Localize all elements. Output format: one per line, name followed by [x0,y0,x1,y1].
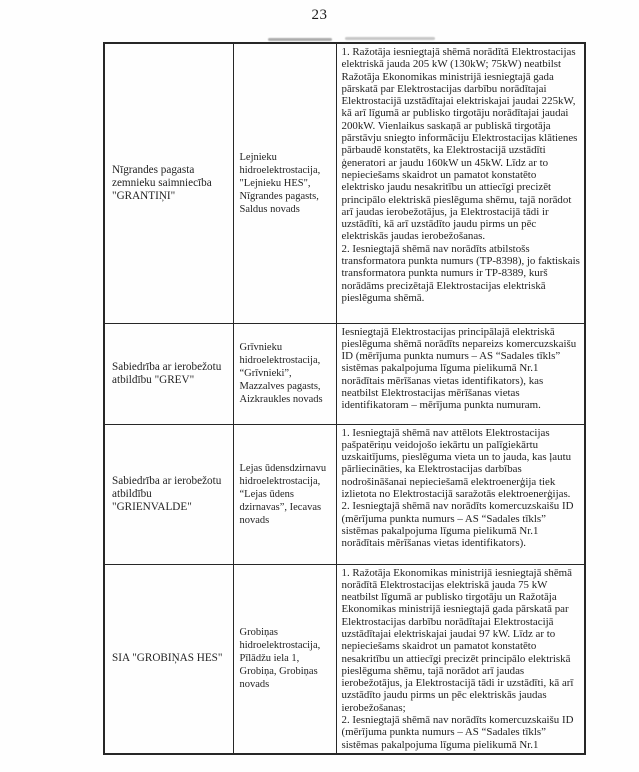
table-row [104,424,585,564]
issue-paragraph: 1. Ražotāja iesniegtajā shēmā norādītā Elektrostacijas elektriskā jauda 205 kW (130kW; 75kW) neatbilst Ražotāja Ekonomikas ministrijā iesniegtajā gada pārskatā par Elektrostacijas darbību norādītajai Elektrostacijā uzstādītajai elektriskajai jaudai 225kW, kā arī līgumā ar publisko tirgotāju norādītajai jaudai 200kW. Vienlaikus saskaņā ar publiskā tirgotāja pārstāvju sniegto informāciju Elektrostacijas klātienes pārbaudē konstatēts, ka Elektrostacijā uzstādīti ģeneratori ar jaudu 160kW un 45kW. Līdz ar to nepieciešams skaidrot un pamatot konstatēto elektrisko jaudu nesakritību un attiecīgi precizēt principālo elektriskā pieslēguma shēmu, tajā norādot arī jaudas ierobežotājus, ja Elektrostacijā tādi ir uzstādīti, kā arī uzstādīto jaudu pirms un pēc elektriskās jaudas ierobežošanas. [341,46,578,243]
issues-cell [336,564,585,754]
deficiency-table [103,42,586,755]
scan-artifact [345,37,435,40]
table-row [104,323,585,424]
company-cell: Nīgrandes pagasta zemnieku saimniecība "GRANTIŅI" [104,43,233,323]
issues-cell [336,43,585,323]
station-cell: Lejnieku hidroelektrostacija, "Lejnieku HES", Nīgrandes pagasts, Saldus novads [233,43,336,323]
station-cell: Lejas ūdensdzirnavu hidroelektrostacija, “Lejas ūdens dzirnavas”, Iecavas novads [233,424,336,564]
table-row [104,564,585,754]
issue-paragraph: 2. Iesniegtajā shēmā nav norādīts atbilstošs transformatora punkta numurs (TP-8398), jo faktiskais transformatora punkta numurs ir TP-8389, kurš norādāms precizētajā Elektrostacijas elektriskā pieslēguma shēmā. [341,242,580,304]
table-row [104,43,585,323]
issues-cell [336,323,585,424]
issue-paragraph: 2. Iesniegtajā shēmā nav norādīts komercuzskaišu ID (mērījuma punkta numurs – AS “Sadales tīkls” sistēmas pakalpojuma līguma pielikumā Nr.1 [341,714,574,751]
page-number: 23 [311,7,328,23]
station-cell: Grobiņas hidroelektrostacija, Pīlādžu iela 1, Grobiņa, Grobiņas novads [233,564,336,754]
issue-paragraph: 1. Iesniegtajā shēmā nav attēlots Elektrostacijas pašpatēriņu veidojošo iekārtu un palīgiekārtu uzskaitījums, pieslēguma vieta un to jauda, kas ļautu pārliecināties, ka Elektrostacijas darbības nodrošināšanai nepieciešamā elektroenerģija tiek izlietota no Elektrostacijā saražotās elektroenerģijas. [341,426,572,500]
issue-paragraph: Iesniegtajā Elektrostacijas principālajā elektriskā pieslēguma shēmā norādīts nepareizs komercuzskaišu ID (mērījuma punkta numurs – AS “Sadales tīkls” sistēmas pakalpojuma līguma pielikumā Nr.1 norādītais mērīšanas vietas identifikators), kas neatbilst Elektrostacijas mērīšanas vietas identifikatoram – mērījuma punkta numuram. [341,325,577,412]
company-cell: Sabiedrība ar ierobežotu atbildību "GREV" [104,323,233,424]
station-cell: Grīvnieku hidroelektrostacija, “Grīvnieki”, Mazzalves pagasts, Aizkraukles novads [233,323,336,424]
company-cell: Sabiedrība ar ierobežotu atbildību "GRIENVALDE" [104,424,233,564]
issue-paragraph: 2. Iesniegtajā shēmā nav norādīts komercuzskaišu ID (mērījuma punkta numurs – AS “Sadales tīkls” sistēmas pakalpojuma līguma pielikumā Nr.1 norādītais mērīšanas vietas identifikators). [341,500,574,550]
issues-cell [336,424,585,564]
company-cell: SIA "GROBIŅAS HES" [104,564,233,754]
scan-artifact [268,38,332,41]
issue-paragraph: 1. Ražotāja Ekonomikas ministrijā iesniegtajā shēmā norādītā Elektrostacijas elektriskā jauda 75 kW neatbilst līgumā ar publisko tirgotāju un Ražotāja Ekonomikas ministrijā iesniegtajā gada pārskatā par Elektrostacijas darbību norādītajai Elektrostacijā uzstādītajai elektriskajai jaudai 97 kW. Līdz ar to nepieciešams skaidrot un pamatot konstatēto nesakritību un attiecīgi precizēt principālo elektriskā pieslēguma shēmu, tajā norādot arī jaudas ierobežotājus, ja Elektrostacijā tādi ir uzstādīti, kā arī uzstādīto jaudu pirms un pēc elektriskās jaudas ierobežošanas; [341,566,574,714]
